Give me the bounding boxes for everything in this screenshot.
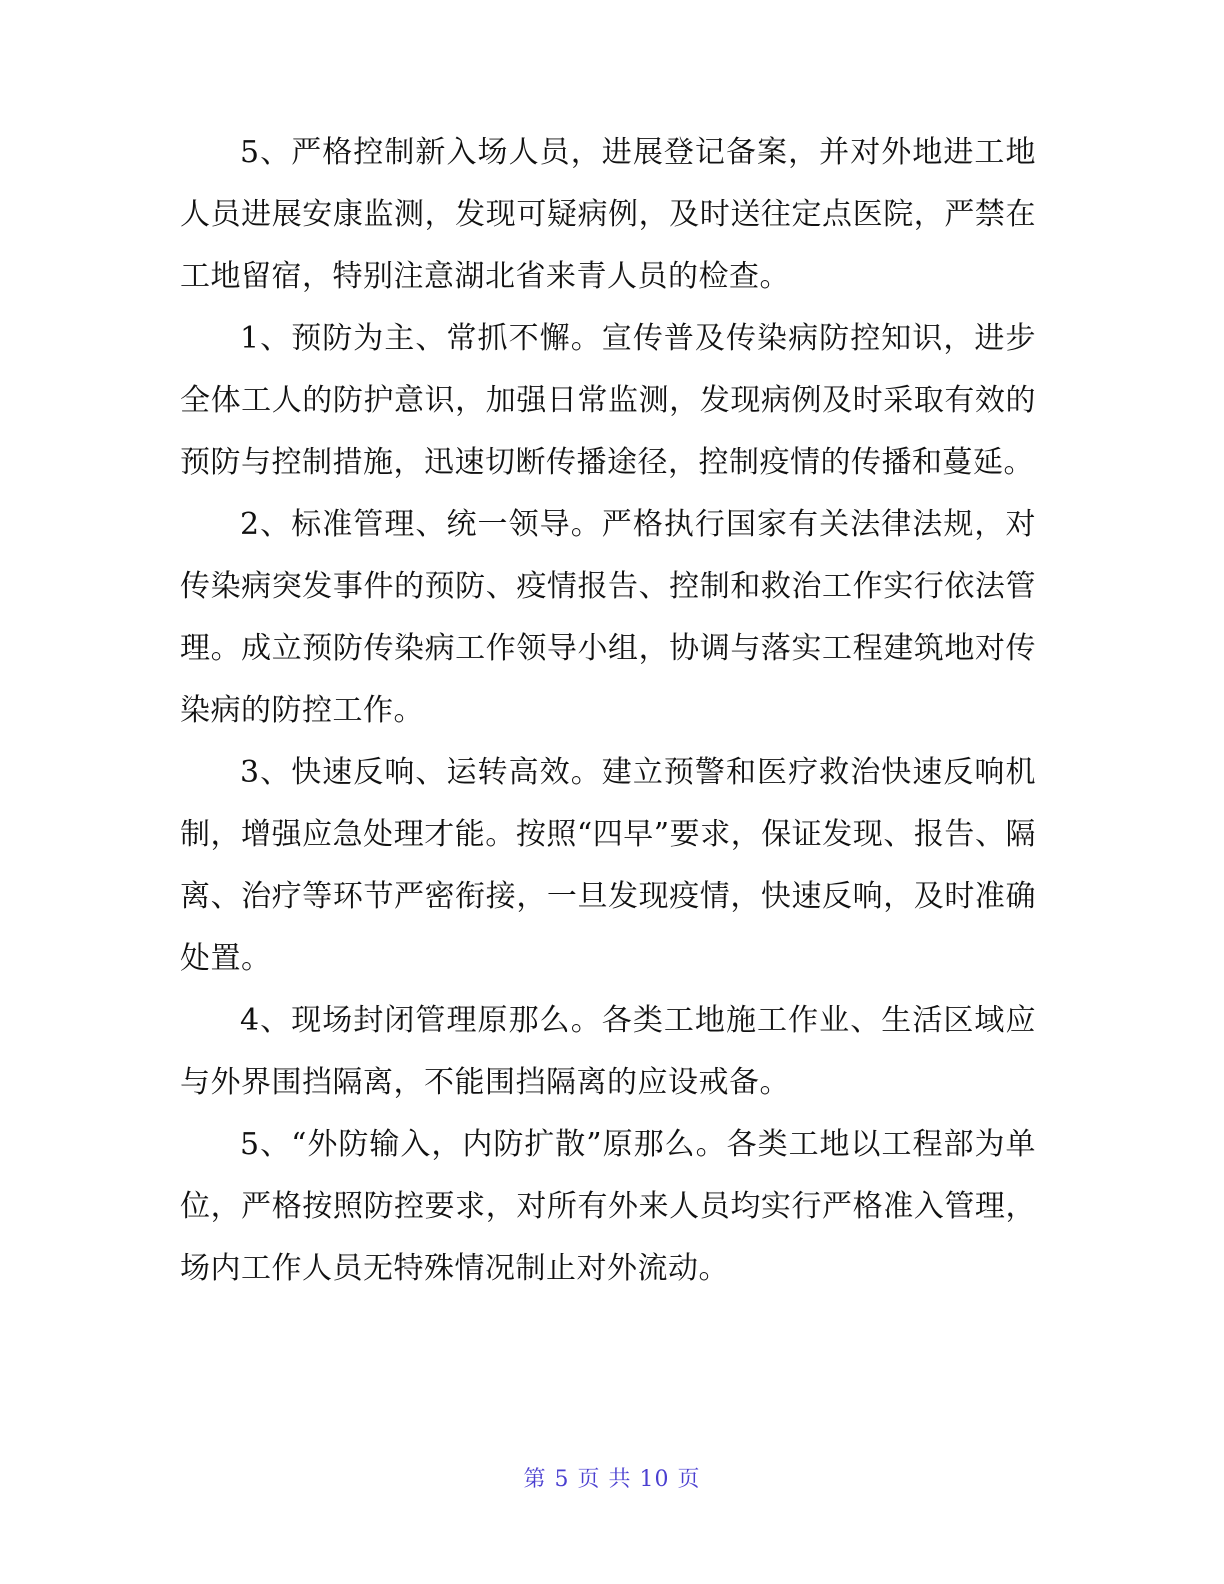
footer-prefix: 第: [523, 1467, 547, 1492]
footer-total-word: 共: [608, 1467, 632, 1492]
total-pages-number: 10: [639, 1467, 670, 1492]
footer-page-word: 页: [577, 1467, 601, 1492]
current-page-number: 5: [554, 1467, 570, 1492]
paragraph: 4、现场封闭管理原那么。各类工地施工作业、生活区域应与外界围挡隔离，不能围挡隔离的应设戒备。: [180, 1003, 1036, 1100]
paragraph: 1、预防为主、常抓不懈。宣传普及传染病防控知识，进步全体工人的防护意识，加强日常监测，发现病例及时采取有效的预防与控制措施，迅速切断传播途径，控制疫情的传播和蔓延。: [180, 321, 1036, 480]
paragraph: 3、快速反响、运转高效。建立预警和医疗救治快速反响机制，增强应急处理才能。按照“四早”要求，保证发现、报告、隔离、治疗等环节严密衔接，一旦发现疫情，快速反响，及时准确处置。: [180, 755, 1036, 976]
paragraph: 5、严格控制新入场人员，进展登记备案，并对外地进工地人员进展安康监测，发现可疑病例，及时送往定点医院，严禁在工地留宿，特别注意湖北省来青人员的检查。: [180, 135, 1036, 294]
paragraph: 2、标准管理、统一领导。严格执行国家有关法律法规，对传染病突发事件的预防、疫情报告、控制和救治工作实行依法管理。成立预防传染病工作领导小组，协调与落实工程建筑地对传染病的防控工作。: [180, 507, 1036, 728]
paragraph: 5、“外防输入，内防扩散”原那么。各类工地以工程部为单位，严格按照防控要求，对所有外来人员均实行严格准入管理，场内工作人员无特殊情况制止对外流动。: [180, 1127, 1036, 1286]
footer-suffix: 页: [677, 1467, 701, 1492]
document-body: [180, 122, 1036, 1300]
page-footer: [0, 1462, 1224, 1493]
